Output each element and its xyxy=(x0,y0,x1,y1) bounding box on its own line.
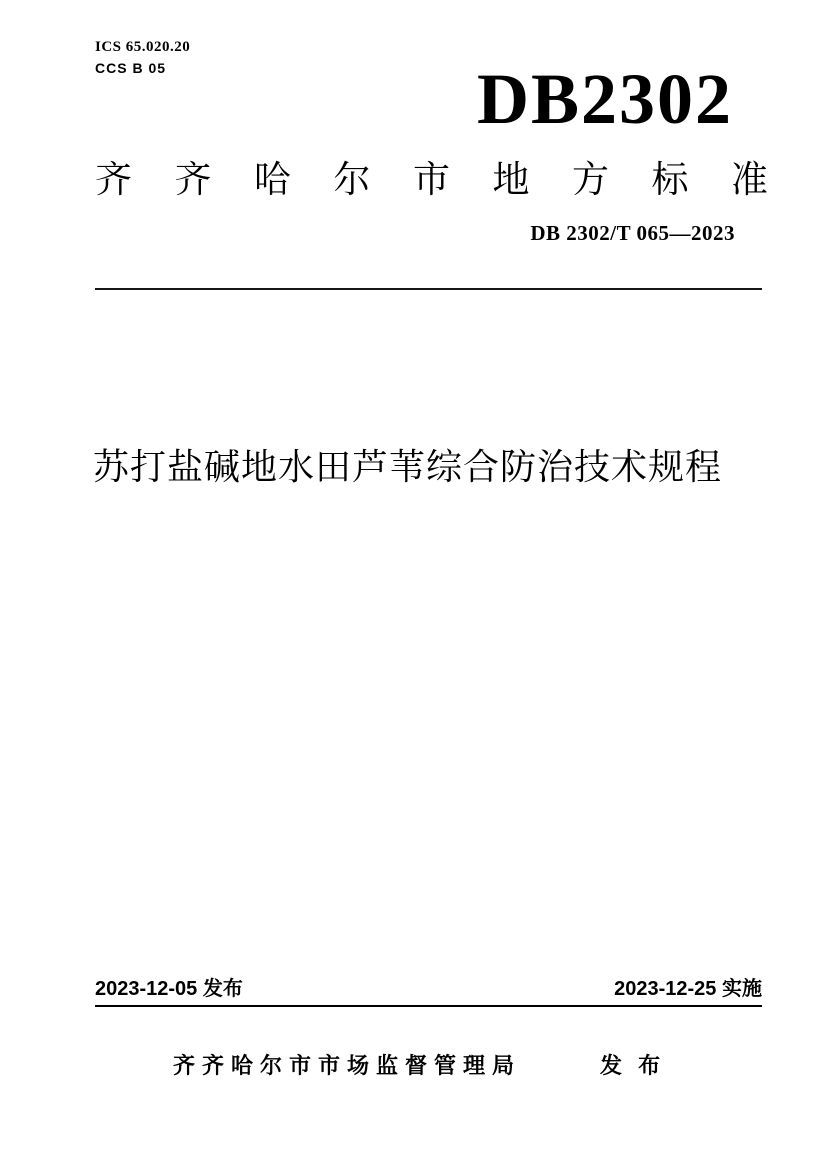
ccs-code: CCS B 05 xyxy=(95,60,167,76)
dates-row xyxy=(95,972,762,1007)
standard-type-heading: 齐齐哈尔市地方标准 xyxy=(95,159,768,200)
document-title: 苏打盐碱地水田芦苇综合防治技术规程 xyxy=(92,446,722,487)
ics-code: ICS 65.020.20 xyxy=(95,39,191,55)
issue-date: 2023-12-05 发布 xyxy=(95,978,243,1000)
standard-region-code: DB2302 xyxy=(476,59,733,139)
header-divider-rule xyxy=(95,288,762,290)
document-number: DB 2302/T 065—2023 xyxy=(530,221,735,245)
implementation-date: 2023-12-25 实施 xyxy=(614,978,762,1000)
publish-action-label: 发 布 xyxy=(600,1053,666,1078)
publisher-name: 齐齐哈尔市市场监督管理局 xyxy=(173,1053,522,1078)
